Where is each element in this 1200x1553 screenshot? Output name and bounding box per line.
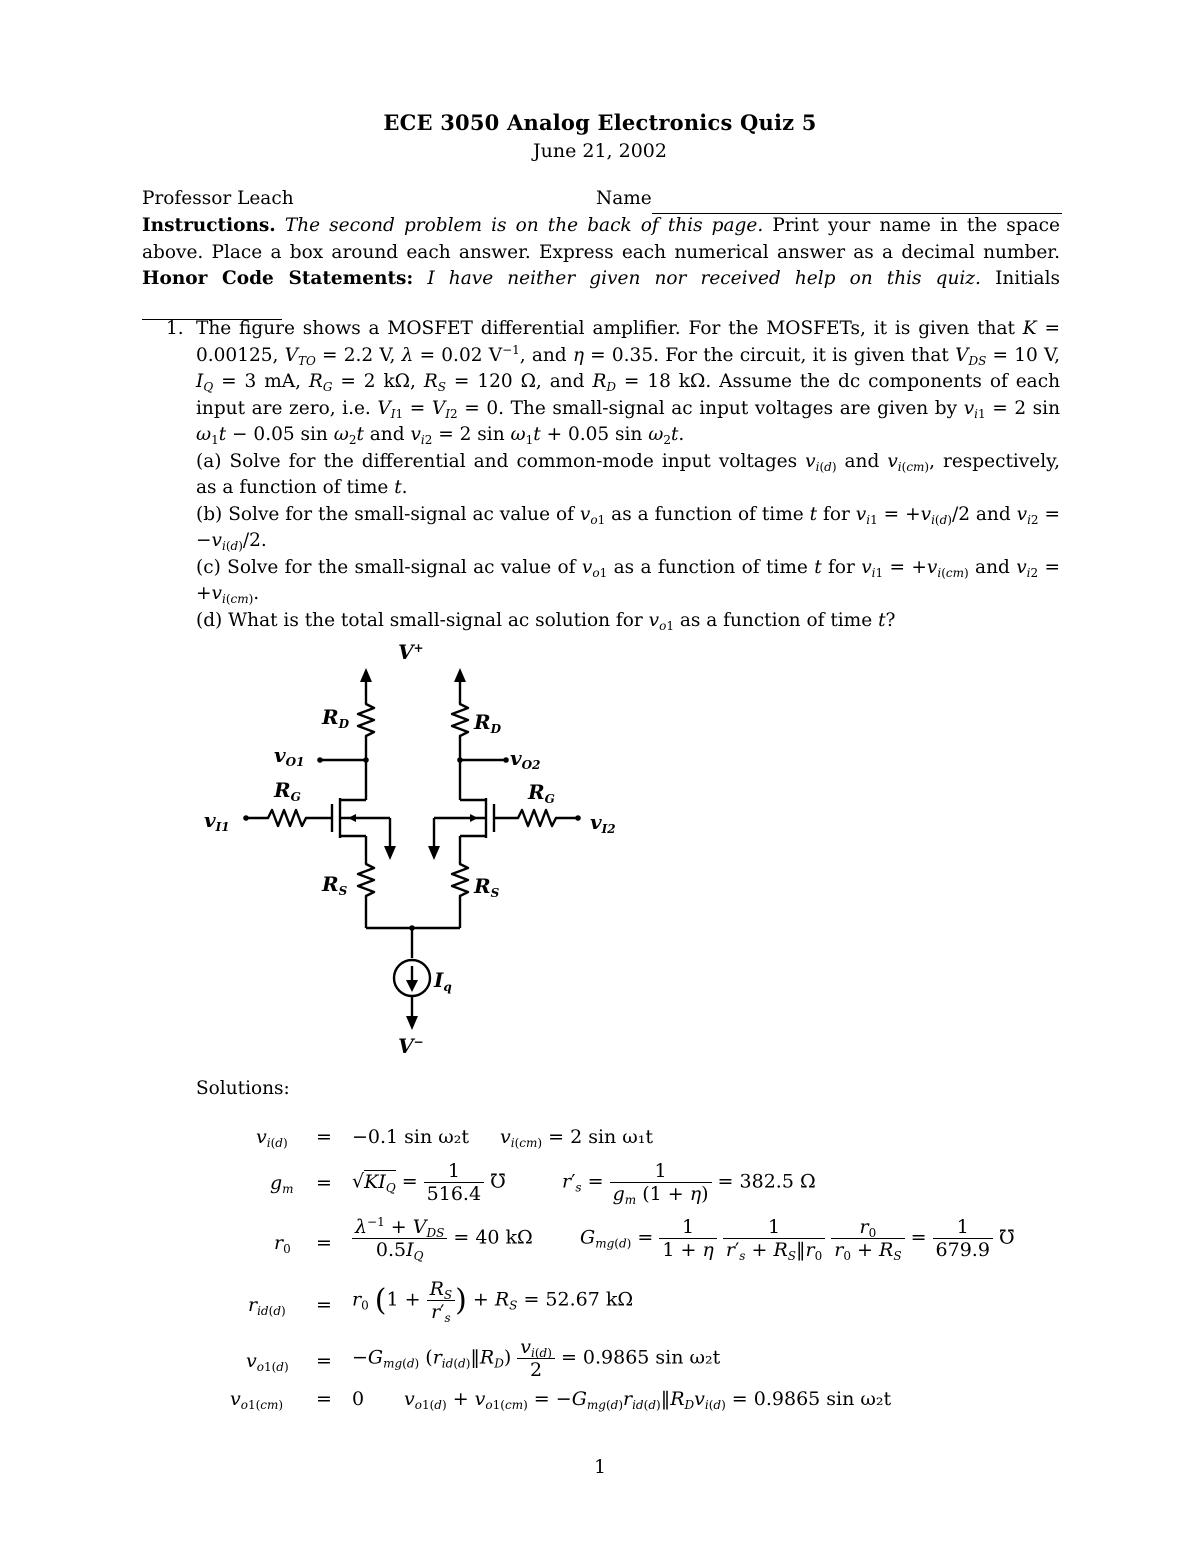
rd-left-label: $R_D$ <box>322 705 350 731</box>
v-plus-label: V+ <box>398 640 424 664</box>
eq-rs-prime: $r'_s$ = $\frac{1}{g_m (1 + \eta)}$ = 382.5 Ω <box>562 1160 816 1207</box>
rs-right-label: $R_S$ <box>474 874 500 900</box>
name-field[interactable] <box>596 186 1062 214</box>
rs-left-label: $R_S$ <box>322 872 348 898</box>
name-blank[interactable] <box>652 186 1062 214</box>
page-number: 1 <box>594 1457 606 1478</box>
quiz-title: ECE 3050 Analog Electronics Quiz 5 <box>383 110 817 135</box>
eq-total: $v_{o1(d)} + v_{o1(cm)}$ = $-G_{mg(d)}r_{id(d)}‖R_Dv_{i(d)} = 0.9865$ sin ω₂t <box>404 1388 892 1412</box>
eq-rid: $r_0$ (1 + $\frac{R_S}{r'_s}$ ) + $R_S = 52.67$ kΩ <box>352 1278 634 1325</box>
eq-r0: $\frac{\lambda^{-1} + V_{DS}}{0.5I_Q}$ = 40 kΩ <box>352 1216 533 1261</box>
eq-gmg-value: 679.9 <box>935 1239 990 1261</box>
initials-label: Initials <box>995 268 1060 289</box>
instructions-block <box>142 213 1060 320</box>
eq-rs-prime-value: 382.5 Ω <box>739 1170 816 1193</box>
quiz-date: June 21, 2002 <box>533 140 667 162</box>
v-minus-label: V− <box>398 1034 424 1058</box>
name-label: Name <box>596 188 652 209</box>
iq-label: $I_q$ <box>434 968 452 994</box>
eq-gm: $√KI_Q$ = $\frac{1}{516.4}$ ℧ <box>352 1160 506 1205</box>
eq-vo1d: $-G_{mg(d)}$ $(r_{id(d)}‖R_D)$ $\frac{v_{i(d)}}{2}$ = 0.9865 sin ω₂t <box>352 1336 721 1381</box>
eq-vid: $v_{i(d)}$ <box>256 1126 288 1150</box>
vo2-label: $v_{O2}$ <box>510 746 541 772</box>
vi2-label: $v_{I2}$ <box>590 810 616 836</box>
rg-left-label: $R_G$ <box>274 778 301 804</box>
eq-vicm: $v_{i(cm)} = 2$ sin ω₁t <box>500 1126 654 1150</box>
mosfet-diff-amp-circuit <box>190 638 650 1068</box>
rd-right-label: $R_D$ <box>474 710 502 736</box>
part-b: (b) Solve for the small-signal ac value of <box>196 503 574 525</box>
eq-r0-value: 40 kΩ <box>475 1226 533 1249</box>
part-a: (a) Solve for the differential and common-mode input voltages <box>196 450 798 472</box>
eq-vicm-value: 2 sin ω₁t <box>570 1126 654 1148</box>
eq-rid-value: 52.67 kΩ <box>545 1288 634 1311</box>
problem-number: 1. <box>166 318 184 339</box>
eq-total-value: 0.9865 sin ω₂t <box>753 1388 892 1410</box>
eq-gmg: $G_{mg(d)}$ = $\frac{1}{1 + \eta}$ $\frac{1}{r'_s + R_S‖r_0}$ $\frac{r_0}{r_0 + R_S}$ = $\frac{1}{679.9}$ ℧ <box>580 1216 1015 1263</box>
part-c: (c) Solve for the small-signal ac value of <box>196 556 576 578</box>
problem-statement: The figure shows a MOSFET differential amplifier. For the MOSFETs, it is given that K = 0.00125, $V_{TO} = 2.2$ V, λ = 0.02 $V^{-1}$, and η = 0.35. For the circuit, it is given that $V_{DS} = 10$ V, $I_Q = 3$ mA, $R_G = 2$ kΩ, $R_S = 120$ Ω, and $R_D = 18$ kΩ. Assume the dc components of each input are zero, i.e. $V_{I1} = V_{I2} = 0$. The small-signal ac input voltages are given by $v_{i1} = 2$ $\sin \omega_1t - 0.05$ $\sin \omega_2t$ and $v_{i2} = 2$ $\sin \omega_1t + 0.05$ $\sin \omega_2t$. (a) Solve for the differential and common-mode input voltages $v_{i(d)}$ and $v_{i(cm)}$, respectively, as a function of time t. (b) Solve for the small-signal ac value of $v_{o1}$ as a function of time t for $v_{i1} = +v_{i(d)}/2$ and $v_{i2} = -v_{i(d)}/2$. (c) Solve for the small-signal ac value of $v_{o1}$ as a function of time t for $v_{i1} = +v_{i(cm)}$ and $v_{i2} = +v_{i(cm)}$. (d) What is the total small-signal ac solution for $v_{o1}$ as a function of time t? <box>196 318 1061 633</box>
eq-vo1cm-value: 0 <box>352 1388 365 1410</box>
vo1-label: $v_{O1}$ <box>274 743 305 769</box>
rg-right-label: $R_G$ <box>528 780 555 806</box>
honor-code-lead: Honor Code Statements: <box>142 268 414 289</box>
eq-vo1d-value: 0.9865 sin ω₂t <box>582 1346 721 1369</box>
solutions-label: Solutions: <box>196 1078 290 1099</box>
instructions-italic: The second problem is on the back of this page. <box>284 215 764 236</box>
honor-code-statement: I have neither given nor received help on this quiz. <box>427 268 981 289</box>
part-d: (d) What is the total small-signal ac solution for <box>196 609 643 631</box>
eq-vid-value: −0.1 sin ω₂t <box>352 1126 470 1148</box>
professor-label: Professor Leach <box>142 188 294 209</box>
instructions-rest: Print your name in the space above. Place a box around each answer. Express each numerical answer as a decimal number. <box>142 215 1060 263</box>
instructions-lead: Instructions. <box>142 215 276 236</box>
vi1-label: $v_{I1}$ <box>204 808 230 834</box>
eq-gm-value: 516.4 <box>426 1183 482 1205</box>
problem-intro: The figure shows a MOSFET differential amplifier. For the MOSFETs, it is given that <box>196 318 1015 339</box>
